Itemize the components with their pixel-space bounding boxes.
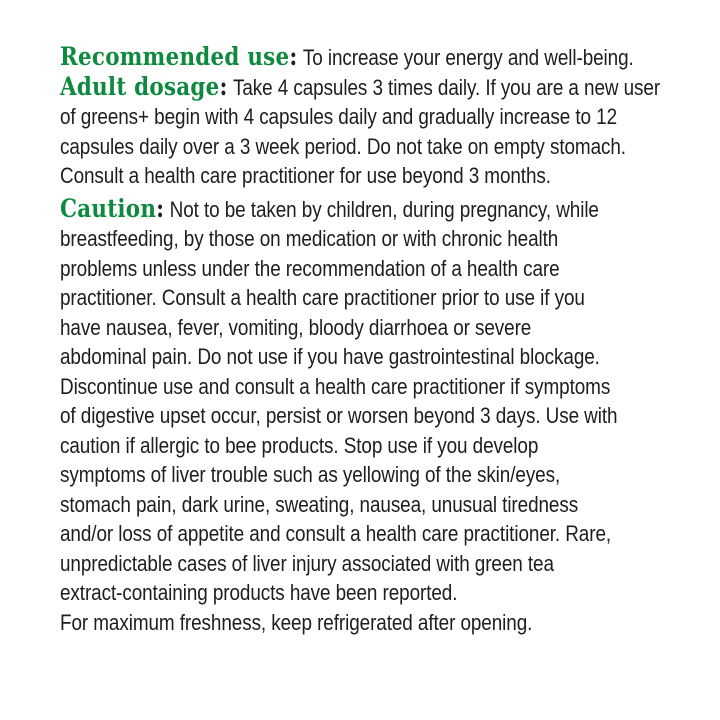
label-line: abdominal pain. Do not use if you have gastrointestinal blockage. <box>60 344 600 369</box>
label-line: unpredictable cases of liver injury associated with green tea <box>60 550 554 576</box>
label-line: practitioner. Consult a health care practitioner prior to use if you <box>60 285 585 310</box>
label-line: Consult a health care practitioner for use beyond 3 months. <box>60 163 551 188</box>
label-line: extract-containing products have been reported. <box>60 580 458 605</box>
label-line <box>60 43 682 73</box>
label-section-note <box>60 608 682 638</box>
label-line: capsules daily over a 3 week period. Do not take on empty stomach. <box>60 133 626 159</box>
label-line: problems unless under the recommendation of a health care <box>60 255 560 281</box>
heading-colon: : <box>289 42 298 72</box>
section-heading: Adult dosage <box>60 71 220 102</box>
label-line-text: Take 4 capsules 3 times daily. If you are a new user <box>233 74 661 100</box>
label-line: symptoms of liver trouble such as yellowing of the skin/eyes, <box>60 462 561 487</box>
label-section-caution <box>60 195 682 608</box>
label-line: stomach pain, dark urine, sweating, nausea, unusual tiredness <box>60 491 579 517</box>
label-section-adult-dosage <box>60 73 682 191</box>
label-line: have nausea, fever, vomiting, bloody diarrhoea or severe <box>60 314 532 340</box>
label-line: of digestive upset occur, persist or worsen beyond 3 days. Use with <box>60 403 618 428</box>
label-line <box>60 195 682 225</box>
label-line: breastfeeding, by those on medication or with chronic health <box>60 226 559 251</box>
label-line: of greens+ begin with 4 capsules daily and gradually increase to 12 <box>60 104 618 129</box>
label-line <box>60 73 682 103</box>
section-heading: Recommended use <box>60 42 290 72</box>
product-label-text <box>60 43 682 637</box>
label-line: caution if allergic to bee products. Stop use if you develop <box>60 432 539 458</box>
label-section-recommended-use <box>60 43 682 73</box>
label-line: For maximum freshness, keep refrigerated after opening. <box>60 609 533 635</box>
label-line: and/or loss of appetite and consult a health care practitioner. Rare, <box>60 521 612 546</box>
label-line: Discontinue use and consult a health care practitioner if symptoms <box>60 373 611 399</box>
heading-colon: : <box>219 71 228 102</box>
section-heading: Caution <box>60 193 157 224</box>
label-line-text: Not to be taken by children, during pregnancy, while <box>169 196 599 222</box>
label-line-text: To increase your energy and well-being. <box>302 45 634 70</box>
heading-colon: : <box>156 193 165 224</box>
